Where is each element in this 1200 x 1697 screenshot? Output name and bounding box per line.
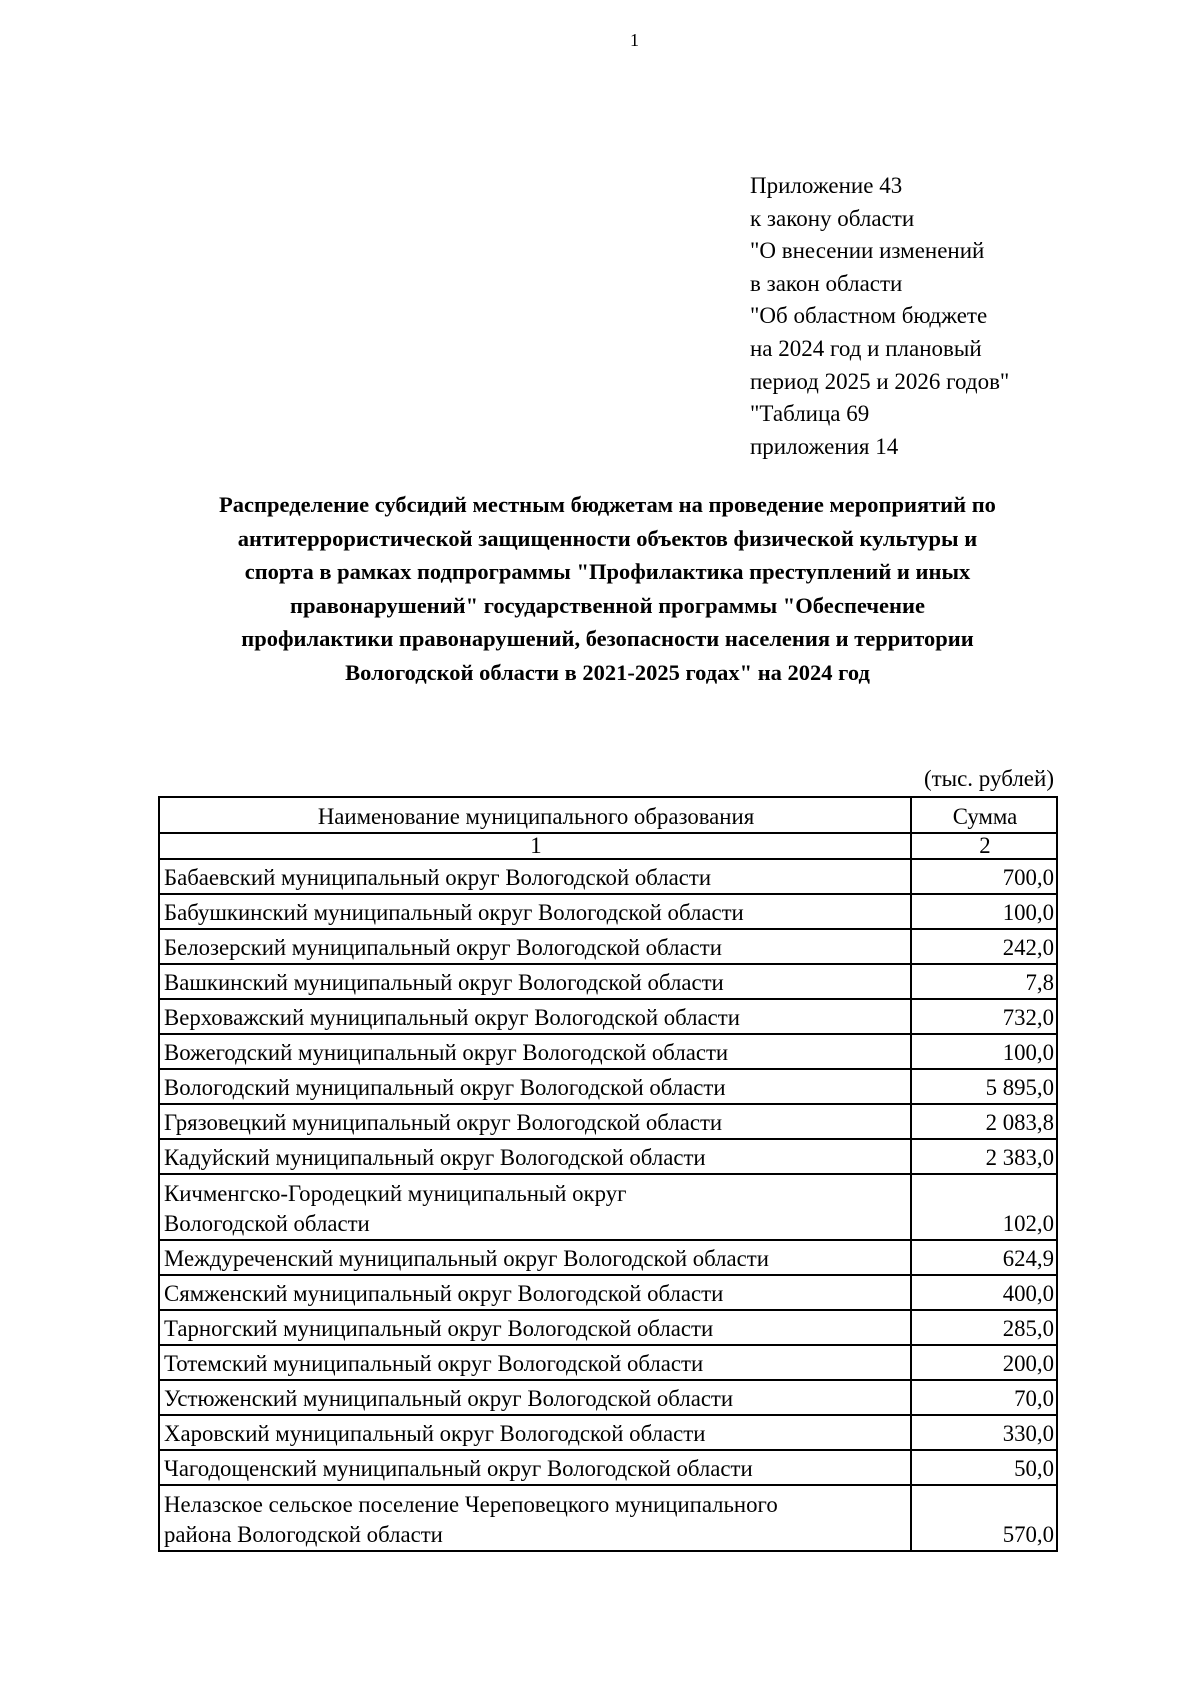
table-row xyxy=(159,1450,1057,1485)
municipality-name: Чагодощенский муниципальный округ Вологодской области xyxy=(159,1450,911,1485)
header-amount: Сумма xyxy=(911,797,1057,833)
table-row xyxy=(159,999,1057,1034)
subsidy-amount: 400,0 xyxy=(911,1275,1057,1310)
municipality-name: Тотемский муниципальный округ Вологодской области xyxy=(159,1345,911,1380)
appendix-line: к закону области xyxy=(750,205,915,231)
appendix-line: Приложение 43 xyxy=(750,173,903,198)
table-row xyxy=(159,1139,1057,1174)
units-label: (тыс. рублей) xyxy=(923,766,1054,791)
municipality-name: Вашкинский муниципальный округ Вологодской области xyxy=(159,964,911,999)
municipality-name: Сямженский муниципальный округ Вологодской области xyxy=(159,1275,911,1310)
municipality-name-line: Нелазское сельское поселение Череповецкого муниципального xyxy=(164,1492,778,1517)
subsidy-amount: 50,0 xyxy=(911,1450,1057,1485)
subsidy-amount: 700,0 xyxy=(911,859,1057,894)
table-row xyxy=(159,1380,1057,1415)
column-number: 1 xyxy=(159,833,911,859)
municipality-name xyxy=(159,1174,911,1240)
subsidy-amount: 102,0 xyxy=(911,1174,1057,1240)
appendix-line: "Таблица 69 xyxy=(750,401,870,427)
appendix-line: "О внесении изменений xyxy=(750,238,985,264)
subsidy-amount: 624,9 xyxy=(911,1240,1057,1275)
title-line: спорта в рамках подпрограммы "Профилактика преступлений и иных xyxy=(244,559,971,584)
column-number: 2 xyxy=(911,833,1057,859)
subsidy-amount: 100,0 xyxy=(911,894,1057,929)
table-row xyxy=(159,859,1057,894)
subsidy-amount: 5 895,0 xyxy=(911,1069,1057,1104)
municipality-name: Бабушкинский муниципальный округ Вологодской области xyxy=(159,894,911,929)
table-row xyxy=(159,1275,1057,1310)
table-row xyxy=(159,929,1057,964)
table-row xyxy=(159,1174,1057,1240)
subsidy-amount: 70,0 xyxy=(911,1380,1057,1415)
table-row xyxy=(159,894,1057,929)
table-row xyxy=(159,1485,1057,1551)
subsidy-amount: 100,0 xyxy=(911,1034,1057,1069)
table-header-row xyxy=(159,797,1057,833)
subsidy-amount: 7,8 xyxy=(911,964,1057,999)
municipality-name: Устюженский муниципальный округ Вологодской области xyxy=(159,1380,911,1415)
subsidy-amount: 2 083,8 xyxy=(911,1104,1057,1139)
subsidy-amount: 330,0 xyxy=(911,1415,1057,1450)
distribution-table xyxy=(158,796,1058,1552)
appendix-line: на 2024 год и плановый xyxy=(750,335,982,361)
table-row xyxy=(159,1034,1057,1069)
appendix-line: в закон области xyxy=(750,270,903,296)
appendix-line: период 2025 и 2026 годов" xyxy=(750,368,1010,394)
municipality-name: Белозерский муниципальный округ Вологодской области xyxy=(159,929,911,964)
municipality-name-line: района Вологодской области xyxy=(164,1522,443,1547)
column-number-row xyxy=(159,833,1057,859)
page-number: 1 xyxy=(630,30,639,50)
subsidy-amount: 200,0 xyxy=(911,1345,1057,1380)
municipality-name: Междуреченский муниципальный округ Вологодской области xyxy=(159,1240,911,1275)
title-line: правонарушений" государственной программы "Обеспечение xyxy=(290,592,925,618)
table-row xyxy=(159,1240,1057,1275)
title-line: антитеррористической защищенности объектов физической культуры и xyxy=(237,525,978,551)
municipality-name: Бабаевский муниципальный округ Вологодской области xyxy=(159,859,911,894)
document-title xyxy=(120,488,1095,689)
municipality-name xyxy=(159,1485,911,1551)
subsidy-amount: 2 383,0 xyxy=(911,1139,1057,1174)
appendix-reference xyxy=(750,170,1009,463)
table-row xyxy=(159,1310,1057,1345)
appendix-line: приложения 14 xyxy=(750,433,899,459)
municipality-name: Тарногский муниципальный округ Вологодской области xyxy=(159,1310,911,1345)
municipality-name-line: Вологодской области xyxy=(164,1211,370,1236)
title-line: профилактики правонарушений, безопасности населения и территории xyxy=(241,626,974,651)
municipality-name: Вожегодский муниципальный округ Вологодской области xyxy=(159,1034,911,1069)
table-row xyxy=(159,1069,1057,1104)
table-row xyxy=(159,1104,1057,1139)
header-name: Наименование муниципального образования xyxy=(159,797,911,833)
municipality-name: Грязовецкий муниципальный округ Вологодской области xyxy=(159,1104,911,1139)
municipality-name: Вологодский муниципальный округ Вологодской области xyxy=(159,1069,911,1104)
title-line: Распределение субсидий местным бюджетам на проведение мероприятий по xyxy=(219,492,996,517)
title-line: Вологодской области в 2021-2025 годах" на 2024 год xyxy=(345,659,870,685)
municipality-name: Харовский муниципальный округ Вологодской области xyxy=(159,1415,911,1450)
municipality-name-line: Кичменгско-Городецкий муниципальный округ xyxy=(164,1181,627,1206)
municipality-name: Кадуйский муниципальный округ Вологодской области xyxy=(159,1139,911,1174)
municipality-name: Верховажский муниципальный округ Вологодской области xyxy=(159,999,911,1034)
table-row xyxy=(159,1415,1057,1450)
subsidy-amount: 570,0 xyxy=(911,1485,1057,1551)
table-row xyxy=(159,964,1057,999)
subsidy-amount: 285,0 xyxy=(911,1310,1057,1345)
appendix-line: "Об областном бюджете xyxy=(750,303,988,329)
subsidy-amount: 732,0 xyxy=(911,999,1057,1034)
table-row xyxy=(159,1345,1057,1380)
subsidy-amount: 242,0 xyxy=(911,929,1057,964)
